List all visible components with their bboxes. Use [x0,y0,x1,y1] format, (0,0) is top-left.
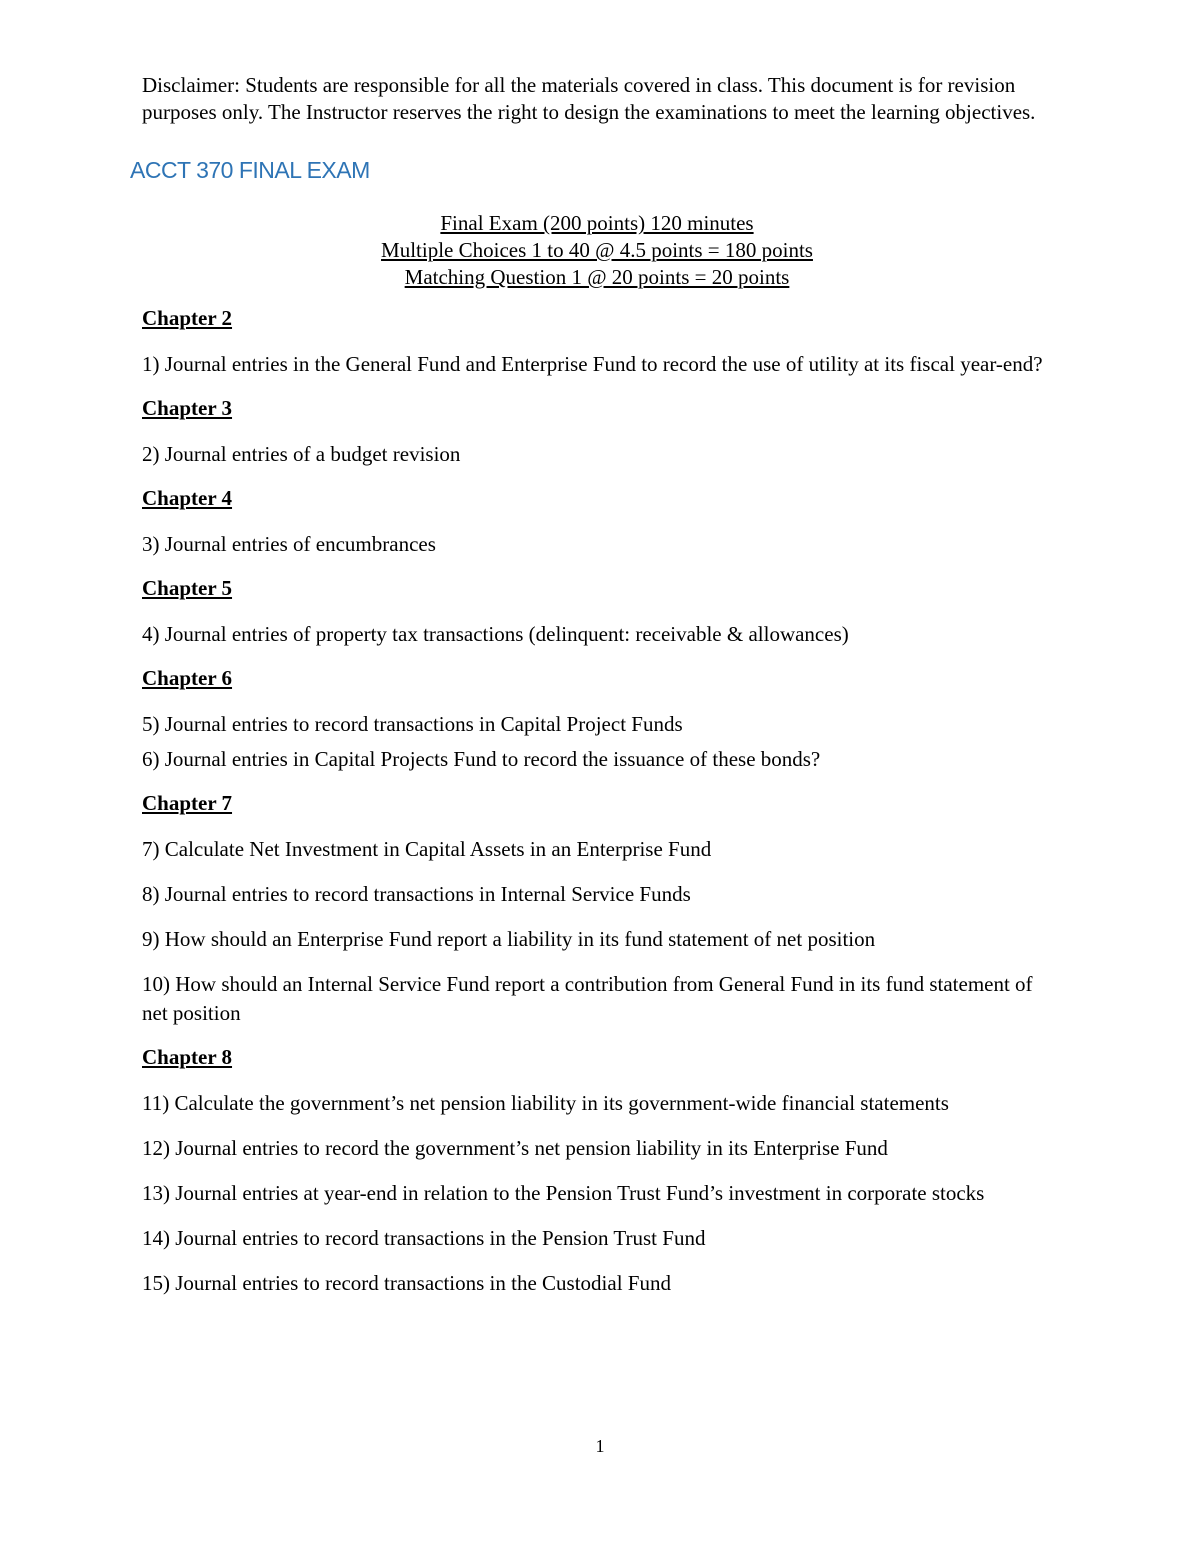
question-item: 13) Journal entries at year-end in relation to the Pension Trust Fund’s investment in corporate stocks [142,1181,985,1205]
chapter-section [142,395,1052,469]
document-page [130,72,1052,1314]
exam-info-line: Matching Question 1 @ 20 points = 20 points [404,265,790,289]
chapter-section [142,305,1052,379]
document-title: ACCT 370 FINAL EXAM [130,157,370,183]
chapter-section [142,790,1052,1028]
chapter-section [142,485,1052,559]
question-item: 6) Journal entries in Capital Projects Fund to record the issuance of these bonds? [142,747,821,771]
chapter-section [142,575,1052,649]
question-item: 2) Journal entries of a budget revision [142,442,461,466]
question-item: 3) Journal entries of encumbrances [142,532,436,556]
exam-info-line: Multiple Choices 1 to 40 @ 4.5 points = 180 points [381,238,813,262]
chapter-heading: Chapter 5 [142,576,233,600]
question-item: 12) Journal entries to record the government’s net pension liability in its Enterprise Fund [142,1136,888,1160]
exam-info-line: Final Exam (200 points) 120 minutes [440,211,754,235]
question-item: 10) How should an Internal Service Fund report a contribution from General Fund in its fund statement of net position [142,972,1033,1025]
question-item: 8) Journal entries to record transactions in Internal Service Funds [142,882,691,906]
page-number: 1 [595,1436,605,1456]
question-item: 9) How should an Enterprise Fund report a liability in its fund statement of net position [142,927,876,951]
chapter-heading: Chapter 4 [142,486,233,510]
chapter-heading: Chapter 3 [142,396,233,420]
disclaimer-text: Disclaimer: Students are responsible for all the materials covered in class. This document is for revision purposes only. The Instructor reserves the right to design the examinations to meet the learning objectives. [142,73,1036,124]
question-item: 11) Calculate the government’s net pension liability in its government-wide financial statements [142,1091,949,1115]
chapter-heading: Chapter 7 [142,791,233,815]
question-item: 15) Journal entries to record transactions in the Custodial Fund [142,1271,671,1295]
exam-info [142,210,1052,291]
question-item: 4) Journal entries of property tax transactions (delinquent: receivable & allowances) [142,622,849,646]
chapter-heading: Chapter 6 [142,666,233,690]
chapter-heading: Chapter 8 [142,1045,233,1069]
chapter-section [142,1044,1052,1298]
question-item: 1) Journal entries in the General Fund and Enterprise Fund to record the use of utility at its fiscal year-end? [142,352,1043,376]
question-item: 7) Calculate Net Investment in Capital Assets in an Enterprise Fund [142,837,712,861]
question-item: 14) Journal entries to record transactions in the Pension Trust Fund [142,1226,706,1250]
question-item: 5) Journal entries to record transactions in Capital Project Funds [142,712,683,736]
chapter-section [142,665,1052,774]
chapter-heading: Chapter 2 [142,306,233,330]
